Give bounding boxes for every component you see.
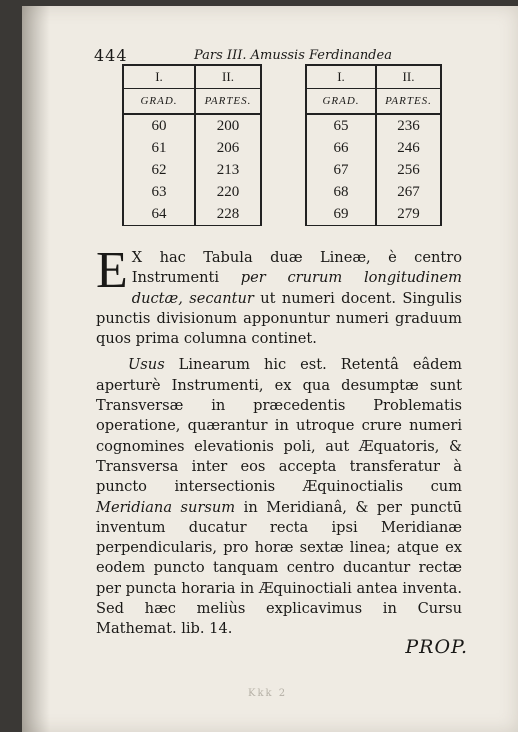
parts-cell: 246 xyxy=(376,137,441,159)
parts-cell: 279 xyxy=(376,203,441,226)
table-row xyxy=(306,203,441,226)
signature-mark: Kkk 2 xyxy=(248,688,288,699)
parts-cell: 213 xyxy=(195,159,261,181)
paragraph-italic: Meridiana sursum xyxy=(96,498,236,516)
column-number: I. xyxy=(123,65,195,89)
paragraph-text: X hac Tabula duæ Lineæ, è centro Instrumenti xyxy=(131,249,462,287)
degree-cell: 63 xyxy=(123,181,195,203)
table-row xyxy=(123,181,261,203)
paragraph xyxy=(96,242,462,349)
degree-tables xyxy=(122,64,442,234)
degree-cell: 68 xyxy=(306,181,376,203)
column-label: PARTES. xyxy=(195,89,261,115)
table-row xyxy=(306,159,441,181)
column-number: I. xyxy=(306,65,376,89)
table-row xyxy=(123,114,261,137)
degree-cell: 65 xyxy=(306,114,376,137)
page-header xyxy=(94,46,478,66)
drop-cap: E xyxy=(96,242,128,299)
parts-cell: 236 xyxy=(376,114,441,137)
table-row xyxy=(306,137,441,159)
table-row xyxy=(306,181,441,203)
parts-cell: 220 xyxy=(195,181,261,203)
degree-cell: 64 xyxy=(123,203,195,226)
table-row xyxy=(123,203,261,226)
paragraph-text: in Meridianâ, & per punctū inventum ducatur recta ipsi Meridianæ perpendicularis, pro horæ sextæ linea; atque ex eodem puncto tanquam centro ducantur rectæ per puncta horaria in Æquinoctiali antea inventa. Sed hæc meliùs explicavimus in Cursu Mathemat. lib. 14. xyxy=(96,498,462,638)
degree-table-right xyxy=(305,64,442,226)
paragraph-italic: Usus xyxy=(128,356,165,374)
column-label: PARTES. xyxy=(376,89,441,115)
column-label: GRAD. xyxy=(123,89,195,115)
degree-cell: 67 xyxy=(306,159,376,181)
degree-cell: 66 xyxy=(306,137,376,159)
catchword: PROP. xyxy=(405,636,468,658)
paragraph-text: Linearum hic est. Retentâ eâdem aperturè Instrumenti, ex qua desumptæ sunt Transversæ in præcedentis Problematis operatione, quærantur in utroque crure numeri cognomines elevationis poli, aut Æquatoris, & Transversa inter eos accepta transferatur à puncto intersectionis Æquinoctialis cum xyxy=(96,356,462,496)
paragraph xyxy=(96,355,462,639)
parts-cell: 228 xyxy=(195,203,261,226)
degree-cell: 61 xyxy=(123,137,195,159)
table-row xyxy=(123,137,261,159)
paragraph-text: ut numeri docent. Singulis punctis divisionum apponuntur numeri graduum quos prima columna continet. xyxy=(96,289,462,348)
parts-cell: 267 xyxy=(376,181,441,203)
parts-cell: 206 xyxy=(195,137,261,159)
paragraph-italic: per crurum longitudinem ductæ, secantur xyxy=(131,269,462,307)
parts-cell: 256 xyxy=(376,159,441,181)
parts-cell: 200 xyxy=(195,114,261,137)
degree-cell: 69 xyxy=(306,203,376,226)
column-number: II. xyxy=(376,65,441,89)
page-number: 444 xyxy=(94,46,128,65)
column-number: II. xyxy=(195,65,261,89)
column-label: GRAD. xyxy=(306,89,376,115)
body-text xyxy=(96,242,462,640)
degree-table-left xyxy=(122,64,262,226)
degree-cell: 60 xyxy=(123,114,195,137)
running-title: Pars III. Amussis Ferdinandea xyxy=(194,48,392,63)
table-row xyxy=(123,159,261,181)
degree-cell: 62 xyxy=(123,159,195,181)
table-row xyxy=(306,114,441,137)
